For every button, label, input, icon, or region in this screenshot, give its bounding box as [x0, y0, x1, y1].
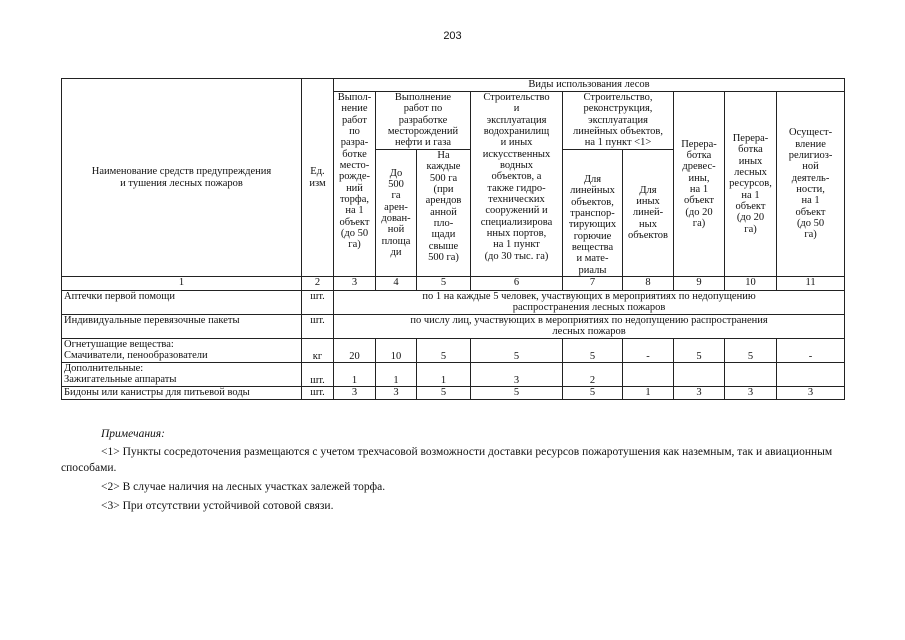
row-value [725, 363, 777, 387]
row-value: - [777, 339, 845, 363]
col-number: 9 [674, 277, 725, 291]
col-number: 4 [376, 277, 417, 291]
row-value: 2 [563, 363, 623, 387]
header-name-column: Наименование средств предупреждения и тушения лесных пожаров [62, 79, 302, 277]
row-value: 5 [417, 387, 471, 400]
row-value: 10 [376, 339, 417, 363]
row-value: 3 [471, 363, 563, 387]
col-number: 11 [777, 277, 845, 291]
row-name: Дополнительные: Зажигательные аппараты [62, 363, 302, 387]
table-row [62, 291, 845, 315]
col-number: 2 [302, 277, 334, 291]
row-value: 3 [777, 387, 845, 400]
row-value: 3 [334, 387, 376, 400]
row-value: 3 [376, 387, 417, 400]
row-unit: шт. [302, 291, 334, 315]
row-value: 1 [376, 363, 417, 387]
row-span-value: по числу лиц, участвующих в мероприятиях по недопущению распространения лесных пожаров [334, 315, 845, 339]
row-value: 5 [471, 387, 563, 400]
note-item: <3> При отсутствии устойчивой сотовой связи. [101, 500, 334, 513]
table-row [62, 315, 845, 339]
col-number: 6 [471, 277, 563, 291]
col-number: 1 [62, 277, 302, 291]
row-value: 3 [725, 387, 777, 400]
header-peat: Выпол- нение работ по разра- ботке место- рожде- ний торфа, на 1 объект (до 50 га) [334, 92, 376, 277]
header-oil-gas: Выполнение работ по разработке месторождений нефти и газа [376, 92, 471, 150]
table-row [62, 387, 845, 400]
page-number: 203 [443, 30, 462, 42]
notes-section [61, 426, 851, 517]
row-value: 3 [674, 387, 725, 400]
note-item: <1> Пункты сосредоточения размещаются с учетом трехчасовой возможности доставки ресурсов пожаротушения как наземным, так и авиационным способами. [61, 446, 833, 475]
table-row [62, 363, 845, 387]
col-number: 7 [563, 277, 623, 291]
row-value: 20 [334, 339, 376, 363]
col-number: 5 [417, 277, 471, 291]
header-resource-processing: Перера- ботка иных лесных ресурсов, на 1 объект (до 20 га) [725, 92, 777, 277]
row-value: - [623, 339, 674, 363]
notes-title: Примечания: [101, 428, 165, 440]
row-value: 5 [725, 339, 777, 363]
row-name: Индивидуальные перевязочные пакеты [62, 315, 302, 339]
row-unit: шт. [302, 363, 334, 387]
row-value [674, 363, 725, 387]
table-row [62, 339, 845, 363]
row-value: 5 [674, 339, 725, 363]
row-value: 1 [334, 363, 376, 387]
row-name: Бидоны или канистры для питьевой воды [62, 387, 302, 400]
header-linear-objects: Строительство, реконструкция, эксплуатация линейных объектов, на 1 пункт <1> [563, 92, 674, 150]
row-value [623, 363, 674, 387]
header-unit-column: Ед. изм [302, 79, 334, 277]
header-reservoirs: Строительство и эксплуатация водохранилищ и иных искусственных водных объектов, а также гидро- технических сооружений и специализирова нных портов, на 1 пункт (до 30 тыс. га) [471, 92, 563, 277]
header-oil-each-500: На каждые 500 га (при арендов анной пло- щади свыше 500 га) [417, 150, 471, 277]
norms-table [61, 78, 845, 400]
row-name: Огнетушащие вещества: Смачиватели, пенообразователи [62, 339, 302, 363]
row-unit: шт. [302, 315, 334, 339]
row-unit: шт. [302, 387, 334, 400]
note-item: <2> В случае наличия на лесных участках залежей торфа. [101, 481, 386, 494]
row-value: 5 [563, 387, 623, 400]
col-number: 8 [623, 277, 674, 291]
row-name: Аптечки первой помощи [62, 291, 302, 315]
header-wood-processing: Перера- ботка древес- ины, на 1 объект (до 20 га) [674, 92, 725, 277]
header-religious-activity: Осущест- вление религиоз- ной деятель- ности, на 1 объект (до 50 га) [777, 92, 845, 277]
header-linear-other: Для иных линей- ных объектов [623, 150, 674, 277]
header-oil-upto-500: До 500 га арен- дован- ной площа ди [376, 150, 417, 277]
row-span-value: по 1 на каждые 5 человек, участвующих в мероприятиях по недопущению распространения лесных пожаров [334, 291, 845, 315]
row-value: 5 [471, 339, 563, 363]
row-value: 1 [623, 387, 674, 400]
col-number: 10 [725, 277, 777, 291]
row-value [777, 363, 845, 387]
row-value: 1 [417, 363, 471, 387]
row-unit: кг [302, 339, 334, 363]
row-value: 5 [417, 339, 471, 363]
header-linear-flammable: Для линейных объектов, транспор- тирующих горючие вещества и мате- риалы [563, 150, 623, 277]
header-forest-use-types: Виды использования лесов [334, 79, 845, 92]
row-value: 5 [563, 339, 623, 363]
col-number: 3 [334, 277, 376, 291]
